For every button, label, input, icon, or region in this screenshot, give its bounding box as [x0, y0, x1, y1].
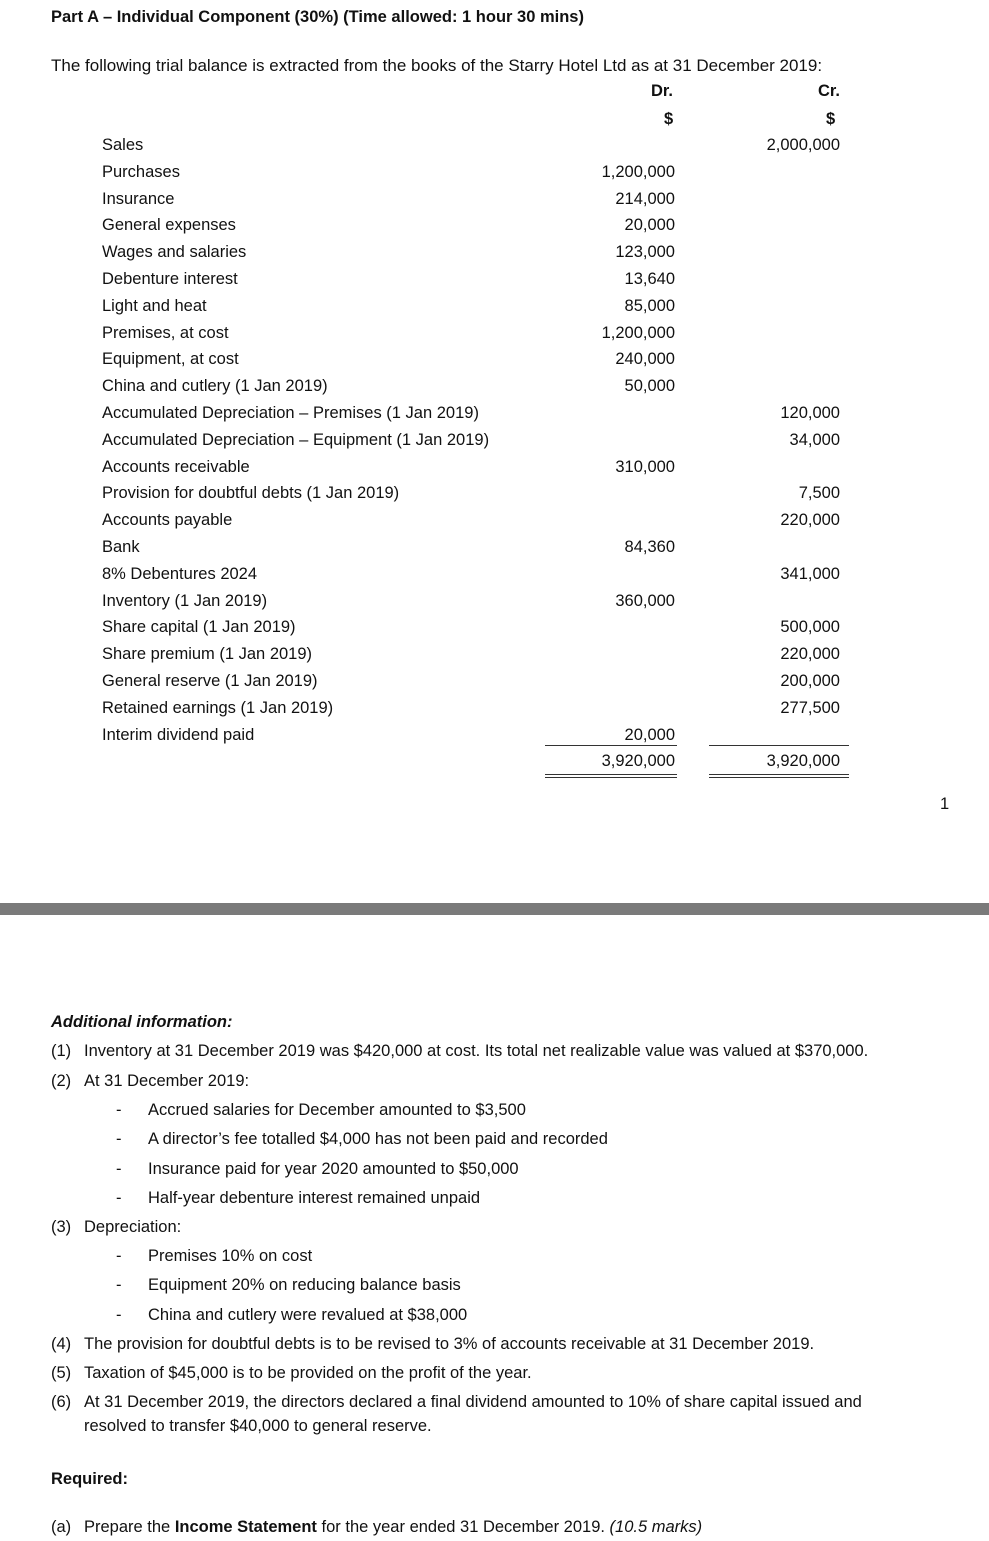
tb-account-name: Sales	[102, 136, 144, 154]
part-title: Part A – Individual Component (30%) (Time allowed: 1 hour 30 mins)	[51, 8, 584, 26]
item2-text: At 31 December 2019:	[84, 1072, 250, 1090]
tb-account-name: Inventory (1 Jan 2019)	[102, 592, 268, 610]
item2-number: (2)	[51, 1072, 72, 1090]
item3-text: Depreciation:	[84, 1218, 182, 1236]
tb-cr-amount: 220,000	[780, 511, 840, 529]
item3-number: (3)	[51, 1218, 72, 1236]
required-a-number: (a)	[51, 1518, 72, 1536]
tb-account-name: Retained earnings (1 Jan 2019)	[102, 699, 334, 717]
item5-number: (5)	[51, 1364, 72, 1382]
bullet-dash: -	[116, 1189, 122, 1207]
tb-account-name: Insurance	[102, 190, 175, 208]
item1-number: (1)	[51, 1042, 72, 1060]
page-separator	[0, 903, 989, 915]
tb-dr-amount: 20,000	[624, 216, 675, 234]
tb-account-name: Premises, at cost	[102, 324, 229, 342]
bullet-dash: -	[116, 1276, 122, 1294]
tb-cr-amount: 120,000	[780, 404, 840, 422]
tb-account-name: Equipment, at cost	[102, 350, 239, 368]
tb-cr-amount: 7,500	[798, 484, 840, 502]
additional-info-heading: Additional information:	[51, 1013, 233, 1031]
tb-account-name: Bank	[102, 538, 140, 556]
tb-account-name: General expenses	[102, 216, 236, 234]
item6-text-line2: resolved to transfer $40,000 to general reserve.	[84, 1417, 432, 1435]
cr-subtotal-rule	[709, 745, 849, 746]
tb-dr-amount: 310,000	[615, 458, 675, 476]
dr-subtotal-rule	[545, 745, 677, 746]
bullet-text: Half-year debenture interest remained unpaid	[148, 1189, 481, 1207]
tb-account-name: Accounts receivable	[102, 458, 250, 476]
required-a-marks: (10.5 marks)	[609, 1518, 703, 1536]
tb-dr-amount: 123,000	[615, 243, 675, 261]
tb-dr-amount: 20,000	[624, 726, 675, 744]
tb-account-name: Provision for doubtful debts (1 Jan 2019)	[102, 484, 400, 502]
tb-cr-amount: 277,500	[780, 699, 840, 717]
tb-account-name: Interim dividend paid	[102, 726, 255, 744]
tb-account-name: Accumulated Depreciation – Premises (1 Jan 2019)	[102, 404, 479, 422]
tb-cr-amount: 2,000,000	[766, 136, 840, 154]
tb-dr-amount: 214,000	[615, 190, 675, 208]
bullet-text: Premises 10% on cost	[148, 1247, 313, 1265]
bullet-dash: -	[116, 1130, 122, 1148]
bullet-text: Accrued salaries for December amounted to $3,500	[148, 1101, 526, 1119]
cr-total: 3,920,000	[766, 752, 840, 770]
bullet-text: Equipment 20% on reducing balance basis	[148, 1276, 461, 1294]
required-a-post: for the year ended 31 December 2019.	[316, 1518, 610, 1536]
tb-dr-amount: 1,200,000	[601, 324, 675, 342]
page-number: 1	[940, 795, 950, 813]
tb-dr-amount: 360,000	[615, 592, 675, 610]
bullet-dash: -	[116, 1101, 122, 1119]
tb-dr-amount: 50,000	[624, 377, 675, 395]
item5-text: Taxation of $45,000 is to be provided on the profit of the year.	[84, 1364, 532, 1382]
tb-cr-amount: 220,000	[780, 645, 840, 663]
bullet-dash: -	[116, 1160, 122, 1178]
tb-dr-amount: 85,000	[624, 297, 675, 315]
tb-account-name: Debenture interest	[102, 270, 238, 288]
tb-cr-amount: 500,000	[780, 618, 840, 636]
intro-text: The following trial balance is extracted from the books of the Starry Hotel Ltd as at 31 December 2019:	[51, 56, 823, 75]
tb-dr-amount: 13,640	[624, 270, 675, 288]
item4-text: The provision for doubtful debts is to be revised to 3% of accounts receivable at 31 December 2019.	[84, 1335, 815, 1353]
item6-text-line1: At 31 December 2019, the directors declared a final dividend amounted to 10% of share capital issued and	[84, 1393, 862, 1411]
tb-dr-amount: 240,000	[615, 350, 675, 368]
tb-dr-amount: 84,360	[624, 538, 675, 556]
bullet-text: A director’s fee totalled $4,000 has not been paid and recorded	[148, 1130, 608, 1148]
cr-total-double-rule-2	[709, 777, 849, 778]
dr-currency: $	[664, 110, 674, 128]
bullet-text: Insurance paid for year 2020 amounted to $50,000	[148, 1160, 519, 1178]
tb-account-name: Accumulated Depreciation – Equipment (1 Jan 2019)	[102, 431, 490, 449]
tb-cr-amount: 34,000	[789, 431, 840, 449]
dr-total-double-rule-1	[545, 774, 677, 775]
tb-account-name: Share premium (1 Jan 2019)	[102, 645, 313, 663]
required-a-pre: Prepare the	[84, 1518, 175, 1536]
tb-account-name: Accounts payable	[102, 511, 233, 529]
tb-account-name: Wages and salaries	[102, 243, 247, 261]
dr-total: 3,920,000	[601, 752, 675, 770]
item1-text: Inventory at 31 December 2019 was $420,000 at cost. Its total net realizable value was valued at $370,000.	[84, 1042, 869, 1060]
bullet-text: China and cutlery were revalued at $38,000	[148, 1306, 468, 1324]
tb-cr-amount: 341,000	[780, 565, 840, 583]
bullet-dash: -	[116, 1247, 122, 1265]
dr-header: Dr.	[651, 82, 674, 100]
required-a-bold: Income Statement	[174, 1518, 317, 1536]
dr-total-double-rule-2	[545, 777, 677, 778]
tb-cr-amount: 200,000	[780, 672, 840, 690]
required-a-text	[84, 1518, 702, 1537]
tb-account-name: Share capital (1 Jan 2019)	[102, 618, 296, 636]
cr-header: Cr.	[818, 82, 841, 100]
tb-account-name: Light and heat	[102, 297, 207, 315]
cr-currency: $	[826, 110, 836, 128]
tb-dr-amount: 1,200,000	[601, 163, 675, 181]
tb-account-name: General reserve (1 Jan 2019)	[102, 672, 318, 690]
item6-number: (6)	[51, 1393, 72, 1411]
required-heading: Required:	[51, 1470, 129, 1488]
item4-number: (4)	[51, 1335, 72, 1353]
cr-total-double-rule-1	[709, 774, 849, 775]
tb-account-name: Purchases	[102, 163, 180, 181]
tb-account-name: 8% Debentures 2024	[102, 565, 258, 583]
bullet-dash: -	[116, 1306, 122, 1324]
tb-account-name: China and cutlery (1 Jan 2019)	[102, 377, 328, 395]
